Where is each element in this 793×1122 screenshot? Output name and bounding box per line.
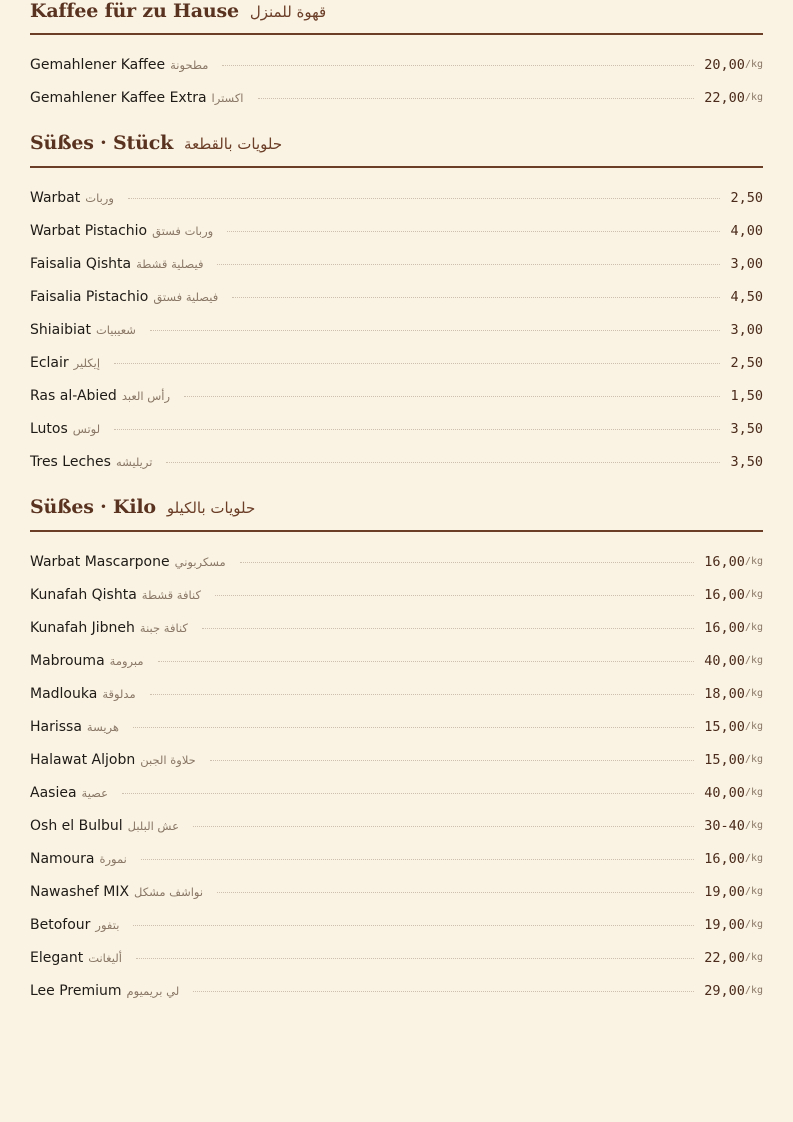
dot-leader xyxy=(193,991,694,992)
item-name-arabic: أليغانت xyxy=(88,950,122,965)
menu-item xyxy=(30,644,763,677)
item-name: Osh el Bulbul xyxy=(30,817,123,834)
menu-item xyxy=(30,578,763,611)
item-unit: /kg xyxy=(744,985,763,996)
menu-item xyxy=(30,611,763,644)
item-unit: /kg xyxy=(744,556,763,567)
section-items xyxy=(30,168,763,478)
item-price: 19,00 xyxy=(704,916,745,933)
menu-item xyxy=(30,710,763,743)
menu-item xyxy=(30,545,763,578)
item-name: Faisalia Qishta xyxy=(30,255,132,272)
item-price: 2,50 xyxy=(730,189,763,206)
item-price: 16,00 xyxy=(704,553,745,570)
menu-item xyxy=(30,181,763,214)
item-price: 16,00 xyxy=(704,619,745,636)
item-name-arabic: هريسة xyxy=(86,719,119,734)
item-price: 2,50 xyxy=(730,354,763,371)
item-name: Warbat Mascarpone xyxy=(30,553,170,570)
menu-section xyxy=(30,496,763,1007)
item-name-arabic: كنافة جبنة xyxy=(139,620,188,635)
item-price: 15,00 xyxy=(704,751,745,768)
section-title-arabic: حلويات بالكيلو xyxy=(166,499,256,517)
item-price: 16,00 xyxy=(704,586,745,603)
item-price: 40,00 xyxy=(704,784,745,801)
item-name: Gemahlener Kaffee xyxy=(30,56,166,73)
item-price: 4,50 xyxy=(730,288,763,305)
menu-item xyxy=(30,941,763,974)
item-name: Mabrouma xyxy=(30,652,105,669)
item-name-arabic: نمورة xyxy=(99,851,127,866)
dot-leader xyxy=(166,462,720,463)
item-name: Warbat xyxy=(30,189,81,206)
menu-item xyxy=(30,677,763,710)
item-unit: /kg xyxy=(744,92,763,103)
section-title: Süßes · Stück xyxy=(30,132,174,154)
dot-leader xyxy=(232,297,720,298)
dot-leader xyxy=(202,628,694,629)
item-name: Elegant xyxy=(30,949,84,966)
menu-section xyxy=(30,0,763,114)
item-name-arabic: مبرومة xyxy=(109,653,144,668)
item-unit: /kg xyxy=(744,688,763,699)
item-name-arabic: وربات xyxy=(85,190,114,205)
section-title: Kaffee für zu Hause xyxy=(30,0,239,22)
item-name-arabic: رأس العبد xyxy=(121,388,171,403)
item-name: Eclair xyxy=(30,354,69,371)
dot-leader xyxy=(141,859,694,860)
dot-leader xyxy=(114,429,720,430)
dot-leader xyxy=(133,925,694,926)
item-unit: /kg xyxy=(744,820,763,831)
section-items xyxy=(30,35,763,114)
item-name: Harissa xyxy=(30,718,82,735)
item-name: Ras al-Abied xyxy=(30,387,117,404)
item-price: 15,00 xyxy=(704,718,745,735)
menu-item xyxy=(30,247,763,280)
item-price: 3,00 xyxy=(730,255,763,272)
item-price: 3,50 xyxy=(730,420,763,437)
item-price: 4,00 xyxy=(730,222,763,239)
item-unit: /kg xyxy=(744,919,763,930)
menu xyxy=(30,0,763,1007)
item-name-arabic: نواشف مشكل xyxy=(134,884,204,899)
item-price: 1,50 xyxy=(730,387,763,404)
dot-leader xyxy=(114,363,720,364)
menu-item xyxy=(30,214,763,247)
item-name-arabic: لي بريميوم xyxy=(126,983,180,998)
item-name-arabic: اكسترا xyxy=(211,90,244,105)
item-name: Madlouka xyxy=(30,685,98,702)
item-unit: /kg xyxy=(744,787,763,798)
section-items xyxy=(30,532,763,1007)
item-unit: /kg xyxy=(744,886,763,897)
menu-item xyxy=(30,908,763,941)
dot-leader xyxy=(215,595,694,596)
menu-item xyxy=(30,346,763,379)
item-unit: /kg xyxy=(744,952,763,963)
item-name: Nawashef MIX xyxy=(30,883,130,900)
item-name-arabic: وربات فستق xyxy=(152,223,214,238)
item-price: 3,50 xyxy=(730,453,763,470)
menu-item xyxy=(30,412,763,445)
item-name: Namoura xyxy=(30,850,95,867)
dot-leader xyxy=(150,694,695,695)
menu-item xyxy=(30,81,763,114)
item-name: Warbat Pistachio xyxy=(30,222,148,239)
menu-item xyxy=(30,280,763,313)
dot-leader xyxy=(122,793,694,794)
menu-item xyxy=(30,875,763,908)
item-name: Kunafah Jibneh xyxy=(30,619,135,636)
dot-leader xyxy=(227,231,720,232)
item-price: 30-40 xyxy=(704,817,745,834)
dot-leader xyxy=(158,661,695,662)
item-name-arabic: كنافة قشطة xyxy=(141,587,201,602)
item-name-arabic: شعيبيات xyxy=(95,322,136,337)
item-name-arabic: عصية xyxy=(81,785,109,800)
menu-item xyxy=(30,445,763,478)
menu-item xyxy=(30,974,763,1007)
item-name-arabic: مسكربوني xyxy=(174,554,226,569)
item-price: 20,00 xyxy=(704,56,745,73)
section-header xyxy=(30,496,763,532)
menu-item xyxy=(30,379,763,412)
item-name: Gemahlener Kaffee Extra xyxy=(30,89,207,106)
item-name: Betofour xyxy=(30,916,91,933)
dot-leader xyxy=(217,892,694,893)
section-title-arabic: حلويات بالقطعة xyxy=(184,135,283,153)
menu-section xyxy=(30,132,763,478)
menu-item xyxy=(30,776,763,809)
item-price: 3,00 xyxy=(730,321,763,338)
item-name-arabic: مطحونة xyxy=(170,57,209,72)
dot-leader xyxy=(184,396,720,397)
menu-item xyxy=(30,743,763,776)
item-price: 22,00 xyxy=(704,949,745,966)
item-unit: /kg xyxy=(744,754,763,765)
item-name-arabic: إيكلير xyxy=(73,355,101,370)
item-price: 29,00 xyxy=(704,982,745,999)
item-name-arabic: حلاوة الجبن xyxy=(140,752,196,767)
item-unit: /kg xyxy=(744,622,763,633)
item-name-arabic: لوتس xyxy=(72,421,101,436)
item-price: 18,00 xyxy=(704,685,745,702)
dot-leader xyxy=(136,958,694,959)
dot-leader xyxy=(222,65,694,66)
menu-item xyxy=(30,48,763,81)
item-name: Halawat Aljobn xyxy=(30,751,136,768)
item-name: Lutos xyxy=(30,420,68,437)
item-unit: /kg xyxy=(744,59,763,70)
item-price: 19,00 xyxy=(704,883,745,900)
item-name: Aasiea xyxy=(30,784,77,801)
section-title: Süßes · Kilo xyxy=(30,496,156,518)
item-name: Faisalia Pistachio xyxy=(30,288,149,305)
item-price: 22,00 xyxy=(704,89,745,106)
dot-leader xyxy=(210,760,695,761)
item-unit: /kg xyxy=(744,655,763,666)
dot-leader xyxy=(150,330,721,331)
dot-leader xyxy=(240,562,695,563)
item-unit: /kg xyxy=(744,721,763,732)
item-unit: /kg xyxy=(744,589,763,600)
dot-leader xyxy=(193,826,694,827)
item-name-arabic: عش البلبل xyxy=(127,818,179,833)
menu-item xyxy=(30,842,763,875)
item-name: Lee Premium xyxy=(30,982,122,999)
section-title-arabic: قهوة للمنزل xyxy=(249,3,327,21)
item-name: Shiaibiat xyxy=(30,321,91,338)
item-name: Kunafah Qishta xyxy=(30,586,137,603)
item-price: 16,00 xyxy=(704,850,745,867)
section-header xyxy=(30,0,763,35)
item-name-arabic: بتفور xyxy=(95,917,120,932)
item-name-arabic: تريليشه xyxy=(115,454,153,469)
dot-leader xyxy=(258,98,695,99)
item-name-arabic: مدلوقة xyxy=(102,686,136,701)
item-name: Tres Leches xyxy=(30,453,111,470)
dot-leader xyxy=(217,264,720,265)
dot-leader xyxy=(128,198,721,199)
menu-item xyxy=(30,313,763,346)
item-name-arabic: فيصلية قشطة xyxy=(136,256,204,271)
section-header xyxy=(30,132,763,168)
item-price: 40,00 xyxy=(704,652,745,669)
menu-item xyxy=(30,809,763,842)
dot-leader xyxy=(133,727,694,728)
item-unit: /kg xyxy=(744,853,763,864)
item-name-arabic: فيصلية فستق xyxy=(153,289,219,304)
